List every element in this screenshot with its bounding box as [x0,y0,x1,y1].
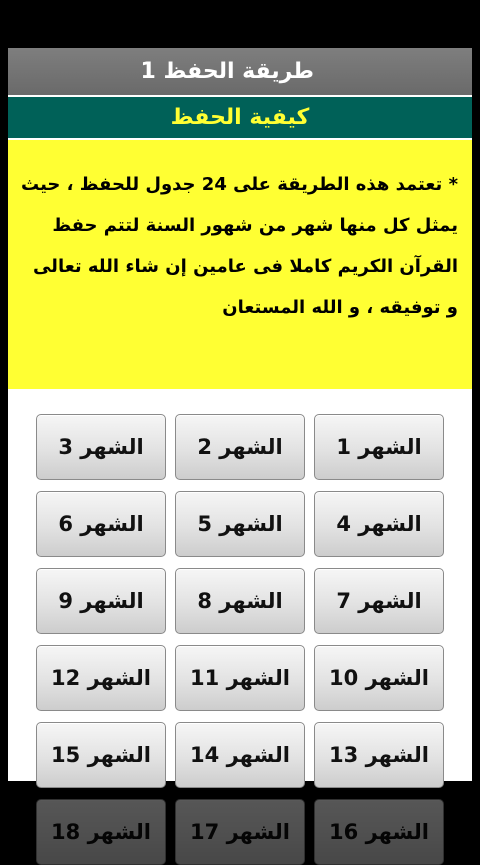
month-18-button[interactable]: الشهر 18 [36,799,166,865]
month-9-button[interactable]: الشهر 9 [36,568,166,634]
month-15-button[interactable]: الشهر 15 [36,722,166,788]
section-header [8,97,472,138]
month-7-button[interactable]: الشهر 7 [314,568,444,634]
month-10-button[interactable]: الشهر 10 [314,645,444,711]
title-bar [8,48,472,95]
month-5-button[interactable]: الشهر 5 [175,491,305,557]
month-16-button[interactable]: الشهر 16 [314,799,444,865]
page-title: طريقة الحفظ 1 [140,59,314,84]
description-text: * تعتمد هذه الطريقة على 24 جدول للحفظ ، حيث يمثل كل منها شهر من شهور السنة لتتم حفظ القرآن الكريم كاملا فى عامين إن شاء الله تعالى و توفيقه ، و الله المستعان [21,174,458,318]
months-grid [8,389,472,844]
month-17-button[interactable]: الشهر 17 [175,799,305,865]
month-13-button[interactable]: الشهر 13 [314,722,444,788]
month-14-button[interactable]: الشهر 14 [175,722,305,788]
month-11-button[interactable]: الشهر 11 [175,645,305,711]
description-panel [8,140,472,389]
app-window [8,48,472,844]
month-2-button[interactable]: الشهر 2 [175,414,305,480]
month-12-button[interactable]: الشهر 12 [36,645,166,711]
month-3-button[interactable]: الشهر 3 [36,414,166,480]
month-1-button[interactable]: الشهر 1 [314,414,444,480]
section-heading: كيفية الحفظ [170,105,310,130]
month-6-button[interactable]: الشهر 6 [36,491,166,557]
month-8-button[interactable]: الشهر 8 [175,568,305,634]
month-4-button[interactable]: الشهر 4 [314,491,444,557]
